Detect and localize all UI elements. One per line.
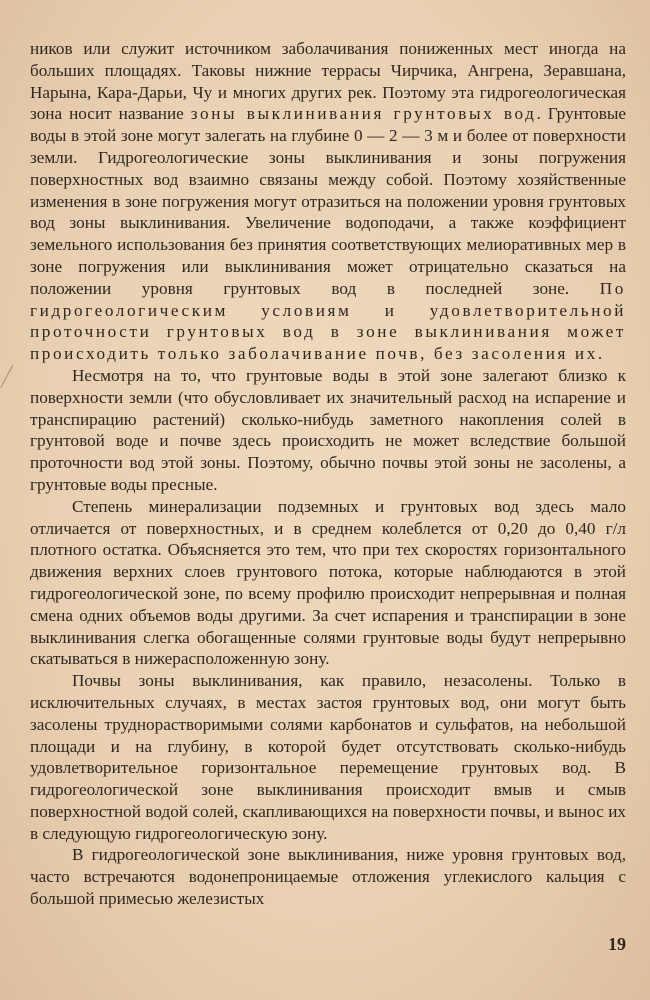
text-run: . Грунтовые воды в этой зоне могут залегать на глубине 0 — 2 — 3 м и более от поверхности земли. Гидрогеологические зоны выклинивания и зоны погружения поверхностных вод взаимно связаны между собой. Поэтому хозяйственные изменения в зоне погружения могут отразиться на положении уровня грунтовых вод зоны выклинивания. Увеличение водоподачи, а также коэффициент земельного использования без принятия соответствующих мелиоративных мер в зоне погружения или выклинивания может отрицательно сказаться на положении уровня грунтовых вод в последней зоне. (30, 104, 626, 298)
page-number: 19 (608, 934, 626, 954)
paragraph-1 (30, 38, 626, 365)
text-run: Почвы зоны выклинивания, как правило, незасолены. Только в исключительных случаях, в местах застоя грунтовых вод, они могут быть засолены труднорастворимыми солями карбонатов и сульфатов, на небольшой площади и на глубину, в которой будет отсутствовать сколько-нибудь удовлетворительное горизонтальное перемещение грунтовых вод. В гидрогеологической зоне выклинивания происходит вмыв и смыв поверхностной водой солей, скапливающихся на поверхности почвы, и вынос их в следующую гидрогеологическую зону. (30, 671, 626, 843)
body-text (30, 38, 626, 910)
paragraph-5 (30, 844, 626, 909)
paragraph-3 (30, 496, 626, 670)
spaced-emphasis: По гидрогеологическим условиям и удовлетворительной проточности грунтовых вод в зоне выклинивания может происходить только заболачивание почв, без засоления их. (30, 278, 626, 364)
margin-pencil-mark (0, 364, 20, 391)
paragraph-2 (30, 365, 626, 496)
paragraph-4 (30, 670, 626, 844)
spaced-emphasis: зоны выклинивания грунтовых вод (190, 104, 537, 124)
text-run: Степень минерализации подземных и грунтовых вод здесь мало отличается от поверхностных, и в среднем колеблется от 0,20 до 0,40 г/л плотного остатка. Объясняется это тем, что при тех скоростях горизонтального движения верхних слоев грунтового потока, которые наблюдаются в этой гидрогеологической зоне, по всему профилю происходит непрерывная и полная смена одних объемов воды другими. За счет испарения и транспирации в зоне выклинивания слегка обогащенные солями грунтовые воды будут непрерывно скатываться в нижерасположенную зону. (30, 496, 626, 669)
text-run: В гидрогеологической зоне выклинивания, ниже уровня грунтовых вод, часто встречаются водонепроницаемые отложения углекислого кальция с большой примесью железистых (30, 845, 626, 909)
text-run: ников или служит источником заболачивания пониженных мест иногда на больших площадях. Таковы нижние террасы Чирчика, Ангрена, Зеравшана, Нарына, Кара-Дарьи, Чу и многих других рек. Поэтому эта гидрогеологическая зона носит название (30, 39, 626, 124)
text-run: Несмотря на то, что грунтовые воды в этой зоне залегают близко к поверхности земли (что обусловливает их значительный расход на испарение и транспирацию растений) сколько-нибудь заметного накопления солей в грунтовой воде и почве здесь происходить не может вследствие большой проточности вод этой зоны. Поэтому, обычно почвы этой зоны не засолены, а грунтовые воды пресные. (30, 365, 626, 494)
